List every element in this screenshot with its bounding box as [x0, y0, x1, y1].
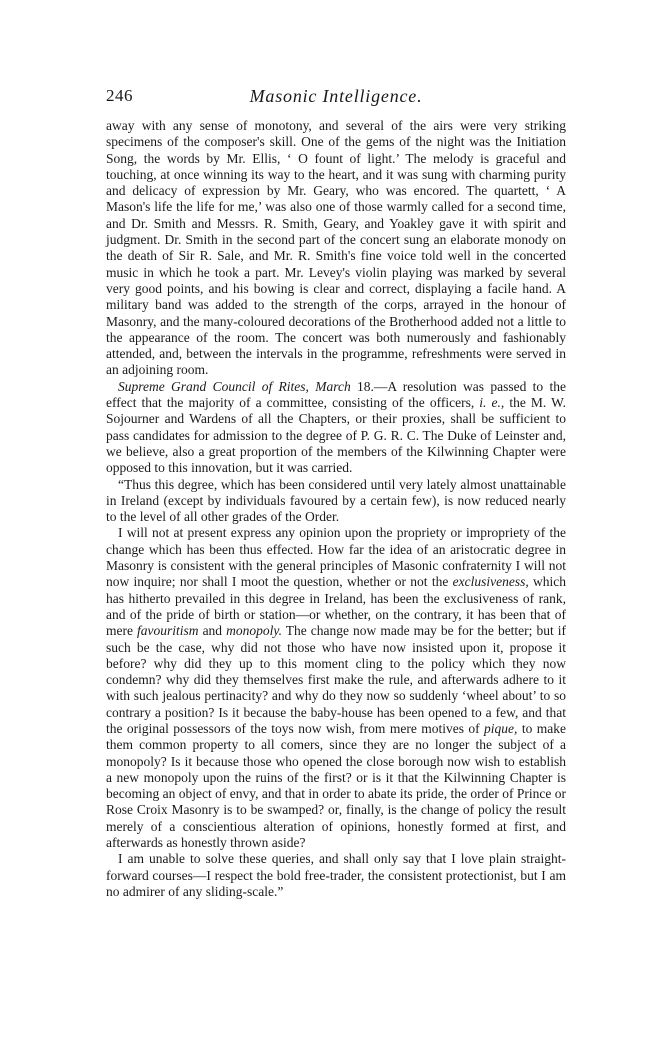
italic-exclusiveness: exclusiveness, [452, 574, 529, 590]
paragraph-text: the M. W. Sojourner and Wardens of all the Chapters, or their proxies, shall be sufficient to pass candidates for admission to the degree of P. G. R. C. The Duke of Leinster and, we believe, also a great proportion of the members of the Kilwinning Chapter were opposed to this innovation, but it was carried. [106, 395, 566, 476]
italic-monopoly: monopoly. [226, 623, 282, 639]
paragraph-text: I will not at present express any opinion upon the propriety or impropriety of the change which has been thus effected. How far the idea of an aristocratic degree in Masonry is consistent with the general principles of Masonic confraternity I will not now inquire; nor shall I moot the question, whether or not the [106, 525, 566, 590]
section-heading: Supreme Grand Council of Rites, March [118, 378, 351, 394]
paragraph-closing: I am unable to solve these queries, and shall only say that I love plain straight-forward courses—I respect the bold free-trader, the consistent protectionist, but I am no admirer of any sliding-scale.” [106, 851, 566, 899]
paragraph-text: The change now made may be for the better; but if such be the case, why did not those who have now insisted upon it, propose it before? why did they up to this moment cling to the policy which they now condemn? why did they themselves first make the rule, and afterwards adhere to it with such jealous pertinacity? and why do they now so suddenly ‘wheel about’ to so contrary a position? Is it because the baby-house has been opened to a few, and that the original possessors of the toys now wish, from mere motives of [106, 623, 566, 736]
paragraph-concert: away with any sense of monotony, and several of the airs were very striking specimens of the composer's skill. One of the gems of the night was the Initiation Song, the words by Mr. Ellis, ‘ O fount of light.’ The melody is graceful and touching, at once winning its way to the heart, and it was sung with charming purity and delicacy of expression by Mr. Geary, who was encored. The quartett, ‘ A Mason's life the life for me,’ was also one of those warmly called for a second time, and Dr. Smith and Messrs. R. Smith, Geary, and Yoakley gave it with spirit and judgment. Dr. Smith in the second part of the concert sung an elaborate monody on the death of Sir R. Sale, and Mr. R. Smith's fine voice told well in the concerted music in which he took a part. Mr. Levey's violin playing was marked by several very good points, and his bowing is clear and correct, displaying a facile hand. A military band was added to the strength of the corps, arrayed in the honour of Masonry, and the many-coloured decorations of the Brotherhood added not a little to the appearance of the room. The concert was both numerously and fashionably attended, and, between the intervals in the programme, refreshments were served in an adjoining room. [106, 118, 566, 378]
italic-favouritism: favouritism [137, 623, 199, 639]
paragraph-opinion [106, 525, 566, 851]
paragraph-text: to make them common property to all comers, since they are no longer the subject of a monopoly? Is it because those who opened the close borough now wish to establish a new monopoly upon the ruins of the first? or is it that the Kilwinning Chapter is becoming an object of envy, and that in order to abate its pride, the order of Prince or Rose Croix Masonry is to be swamped? or, finally, is the change of policy the result merely of a conscientious alteration of opinions, honestly formed at first, and afterwards as honestly thrown aside? [106, 720, 566, 851]
paragraph-supreme-council [106, 379, 566, 477]
paragraph-quote-start: “Thus this degree, which has been considered until very lately almost unattainable in Ireland (except by individuals favoured by a certain few), is now reduced nearly to the level of all other grades of the Order. [106, 476, 566, 525]
page-header [106, 86, 566, 110]
running-head: Masonic Intelligence. [249, 86, 423, 106]
italic-pique: pique, [484, 720, 518, 736]
paragraph-text: which has hitherto prevailed in this degree in Ireland, has been the exclusiveness of rank, and of the pride of birth or station—or whether, on the contrary, it has been that of mere [106, 574, 567, 639]
italic-ie: i. e., [479, 395, 505, 411]
paragraph-text: and [198, 623, 227, 639]
paragraph-text: 18.—A resolution was passed to the effect that the majority of a committee, consisting of the officers, [106, 378, 566, 411]
body-text [106, 118, 566, 900]
page-number: 246 [106, 86, 133, 105]
